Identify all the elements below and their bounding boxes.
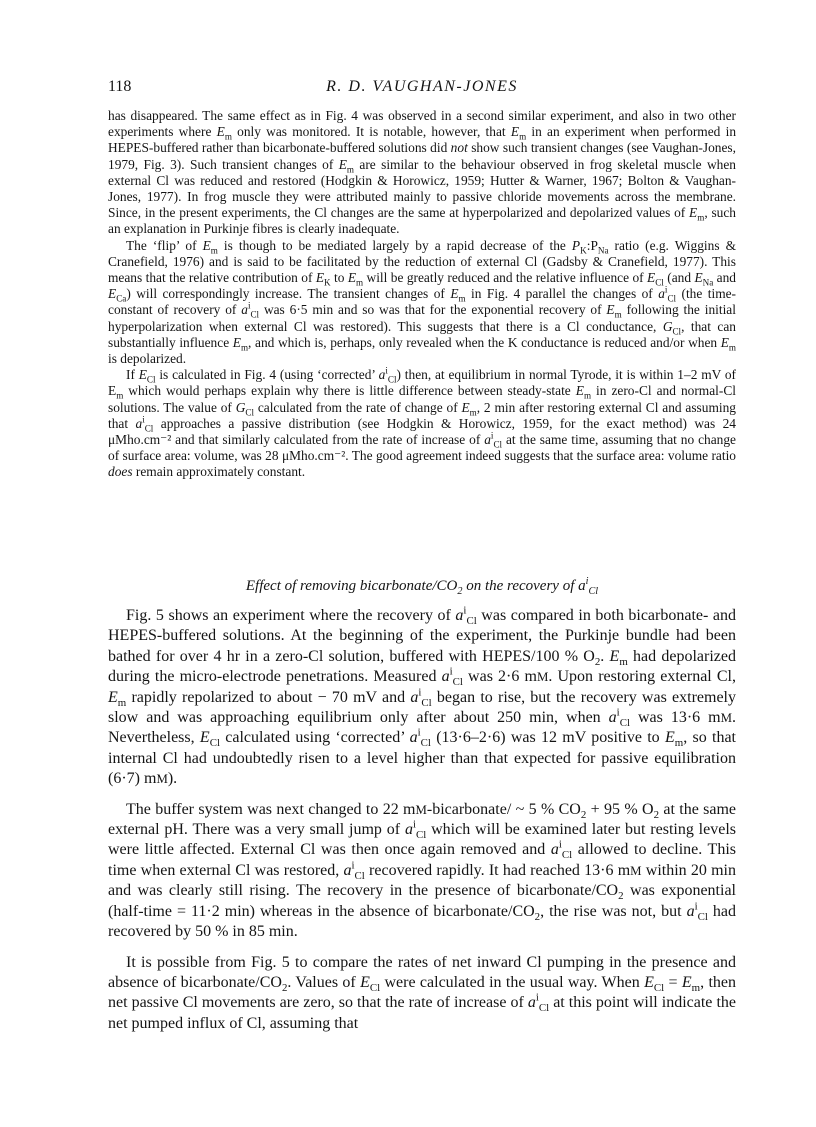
section-heading: Effect of removing bicarbonate/$CO_2$ on the recovery of $a^i_{Cl}$ bbox=[245, 576, 599, 597]
emphasis-does: does bbox=[108, 464, 133, 480]
emphasis-not: not bbox=[450, 140, 468, 156]
paragraph: Fig. 5 shows an experiment where the recovery of $a^i_{Cl}$ was compared in both bicarbonate- and HEPES-buffered solutions. At the beginning of the experiment, the Purkinje bundle had been bathed for over 4 hr in a zero-Cl solution, buffered with HEPES/100 % $O_2$. $E_m$ had depolarized during the micro-electrode penetrations. Measured $a^i_{Cl}$ was 2·6 mM. Upon restoring external Cl, $E_m$ rapidly repolarized to about − 70 mV and $a^i_{Cl}$ began to rise, but the recovery was extremely slow and was approaching equilibrium only after about 250 min, when $a^i_{Cl}$ was 13·6 mM. Nevertheless, $E_{Cl}$ calculated using ‘corrected’ $a^i_{Cl}$ (13·6–2·6) was 12 mV positive to $E_m$, so that internal Cl had undoubtedly risen to a level higher than that expected for passive equilibration (6·7) mM). bbox=[108, 604, 737, 788]
page-number: 118 bbox=[108, 78, 132, 95]
large-text-block bbox=[108, 606, 736, 1044]
paragraph: The ‘flip’ of $E_m$ is though to be mediated largely by a rapid decrease of the $P_K:P_{Na}$ ratio (e.g. Wiggins & Cranefield, 1976) and is said to be facilitated by the reduction of external Cl (Gadsby & Cranefield, 1977). This means that the relative contribution of $E_K$ to $E_m$ will be greatly reduced and the relative influence of $E_{Cl}$ (and $E_{Na}$ and $E_{Ca}$) will correspondingly increase. The transient changes of $E_m$ in Fig. 4 parallel the changes of $a^i_{Cl}$ (the time-constant of recovery of $a^i_{Cl}$ was 6·5 min and so was that for the exponential recovery of $E_m$ following the initial hyperpolarization when external Cl was restored). This suggests that there is a Cl conductance, $G_{Cl}$, that can substantially influence $E_m$, and which is, perhaps, only revealed when the K conductance is reduced and/or when $E_m$ is depolarized. bbox=[108, 237, 737, 367]
paragraph: If $E_{Cl}$ is calculated in Fig. 4 (using ‘corrected’ $a^i_{Cl}$) then, at equilibrium in normal Tyrode, it is within 1–2 mV of $E_m$ which would perhaps explain why there is little difference between steady-state $E_m$ in zero-Cl and normal-Cl solutions. The value of $G_{Cl}$ calculated from the rate of change of $E_m$, 2 min after restoring external Cl and assuming that $a^i_{Cl}$ approaches a passive distribution (see Hodgkin & Horowicz, 1959, for the exact method) was 24 μMho.cm⁻² and that similarly calculated from the rate of increase of $a^i_{Cl}$ at the same time, assuming that no change of surface area: volume, was 28 μMho.cm⁻². The good agreement indeed suggests that the surface area: volume ratio does remain approximately constant. bbox=[108, 365, 736, 480]
paragraph: It is possible from Fig. 5 to compare the rates of net inward Cl pumping in the presence and absence of bicarbonate/$CO_2$. Values of $E_{Cl}$ were calculated in the usual way. When $E_{Cl} = E_m$, then net passive Cl movements are zero, so that the rate of increase of $a^i_{Cl}$ at this point will indicate the net pumped influx of Cl, assuming that bbox=[108, 953, 736, 1032]
small-text-block bbox=[108, 108, 736, 481]
paragraph: The buffer system was next changed to 22 mM-bicarbonate/ ~ 5 % $CO_2 + 95$ % $O_2$ at the same external pH. There was a very small jump of $a^i_{Cl}$ which will be examined later but resting levels were little affected. External Cl was then once again removed and $a^i_{Cl}$ allowed to decline. This time when external Cl was restored, $a^i_{Cl}$ recovered rapidly. It had reached 13·6 mM within 20 min and was clearly still rising. The recovery in the presence of bicarbonate/$CO_2$ was exponential (half-time = 11·2 min) whereas in the absence of bicarbonate/$CO_2$, the rise was not, but $a^i_{Cl}$ had recovered by 50 % in 85 min. bbox=[108, 800, 737, 941]
running-head: R. D. VAUGHAN-JONES bbox=[326, 78, 518, 95]
page-header bbox=[108, 78, 736, 102]
paragraph: has disappeared. The same effect as in Fig. 4 was observed in a second similar experiment, and also in two other experiments where $E_m$ only was monitored. It is notable, however, that $E_m$ in an experiment when performed in HEPES-buffered rather than bicarbonate-buffered solutions did not show such transient changes (see Vaughan-Jones, 1979, Fig. 3). Such transient changes of $E_m$ are similar to the behaviour observed in frog skeletal muscle when external Cl was reduced and restored (Hodgkin & Horowicz, 1959; Hutter & Warner, 1967; Bolton & Vaughan-Jones, 1977). In frog muscle they were attributed mainly to passive chloride movements across the membrane. Since, in the present experiments, the Cl changes are the same at hyperpolarized and depolarized values of $E_m$, such an explanation in Purkinje fibres is clearly inadequate. bbox=[108, 108, 737, 237]
